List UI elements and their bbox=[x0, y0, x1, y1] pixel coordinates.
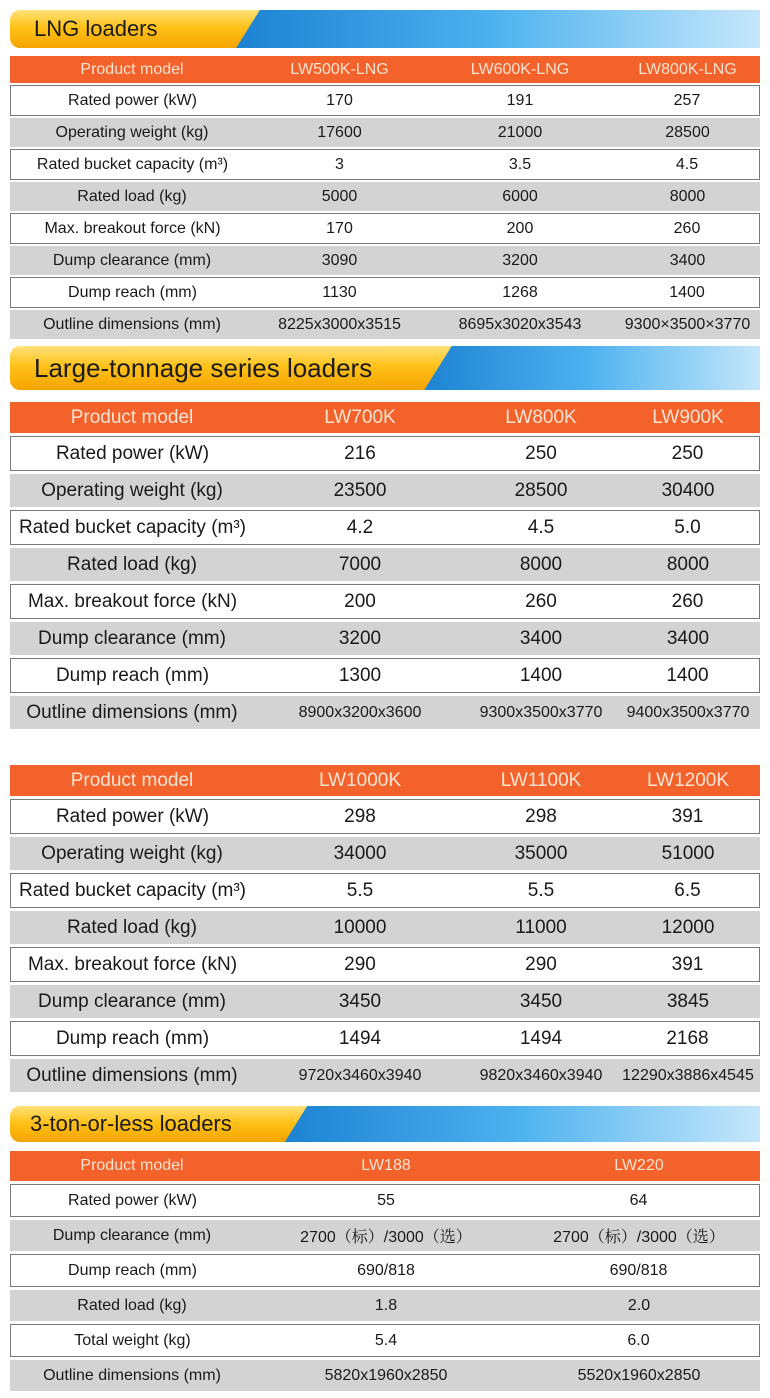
cell-value: 17600 bbox=[254, 118, 425, 147]
section-title: LNG loaders bbox=[34, 16, 158, 41]
table-row bbox=[10, 277, 760, 308]
cell-value: 8000 bbox=[615, 182, 760, 211]
table-row bbox=[10, 584, 760, 619]
table-row bbox=[10, 947, 760, 982]
cell-value: 11000 bbox=[466, 911, 616, 944]
table-header-row bbox=[10, 56, 760, 83]
row-label: Operating weight (kg) bbox=[10, 474, 254, 507]
table-header-row bbox=[10, 1151, 760, 1181]
spec-table-lng bbox=[10, 56, 760, 339]
cell-value: 6.0 bbox=[518, 1324, 760, 1357]
table-header-row bbox=[10, 402, 760, 433]
row-label: Outline dimensions (mm) bbox=[10, 310, 254, 339]
cell-value: 1.8 bbox=[254, 1290, 518, 1321]
cell-value: 3400 bbox=[466, 622, 616, 655]
row-label: Outline dimensions (mm) bbox=[10, 1360, 254, 1391]
cell-value: 9720x3460x3940 bbox=[254, 1059, 466, 1092]
cell-value: 290 bbox=[254, 947, 466, 982]
cell-value: LW600K-LNG bbox=[425, 56, 615, 83]
table-row bbox=[10, 985, 760, 1018]
cell-value: 5820x1960x2850 bbox=[254, 1360, 518, 1391]
row-label: Dump clearance (mm) bbox=[10, 622, 254, 655]
cell-value: 3090 bbox=[254, 246, 425, 275]
cell-value: 216 bbox=[254, 436, 466, 471]
cell-value: 8900x3200x3600 bbox=[254, 696, 466, 729]
cell-value: LW800K bbox=[466, 402, 616, 433]
table-header-row bbox=[10, 765, 760, 796]
cell-value: 260 bbox=[616, 584, 760, 619]
cell-value: 170 bbox=[254, 213, 425, 244]
cell-value: LW800K-LNG bbox=[615, 56, 760, 83]
row-label: Outline dimensions (mm) bbox=[10, 1059, 254, 1092]
row-label: Operating weight (kg) bbox=[10, 837, 254, 870]
cell-value: 3845 bbox=[616, 985, 760, 1018]
cell-value: 257 bbox=[615, 85, 760, 116]
table-row bbox=[10, 622, 760, 655]
row-label: Rated power (kW) bbox=[10, 436, 254, 471]
section-title: 3-ton-or-less loaders bbox=[30, 1111, 232, 1136]
cell-value: 391 bbox=[616, 799, 760, 834]
table-row bbox=[10, 658, 760, 693]
cell-value: LW500K-LNG bbox=[254, 56, 425, 83]
cell-value: 7000 bbox=[254, 548, 466, 581]
table-row bbox=[10, 1290, 760, 1321]
row-label: Max. breakout force (kN) bbox=[10, 213, 254, 244]
row-label: Product model bbox=[10, 56, 254, 83]
table-row bbox=[10, 182, 760, 211]
cell-value: 3400 bbox=[616, 622, 760, 655]
cell-value: 4.5 bbox=[466, 510, 616, 545]
table-row bbox=[10, 911, 760, 944]
cell-value: 3200 bbox=[425, 246, 615, 275]
cell-value: 23500 bbox=[254, 474, 466, 507]
row-label: Dump clearance (mm) bbox=[10, 1220, 254, 1251]
cell-value: 250 bbox=[616, 436, 760, 471]
cell-value: 35000 bbox=[466, 837, 616, 870]
table-row bbox=[10, 118, 760, 147]
row-label: Dump reach (mm) bbox=[10, 658, 254, 693]
cell-value: 290 bbox=[466, 947, 616, 982]
row-label: Rated power (kW) bbox=[10, 1184, 254, 1217]
cell-value: 3.5 bbox=[425, 149, 615, 180]
cell-value: 690/818 bbox=[254, 1254, 518, 1287]
cell-value: 5520x1960x2850 bbox=[518, 1360, 760, 1391]
table-row bbox=[10, 85, 760, 116]
table-row bbox=[10, 474, 760, 507]
cell-value: 8695x3020x3543 bbox=[425, 310, 615, 339]
cell-value: 1494 bbox=[254, 1021, 466, 1056]
cell-value: 8000 bbox=[466, 548, 616, 581]
cell-value: 28500 bbox=[615, 118, 760, 147]
cell-value: 30400 bbox=[616, 474, 760, 507]
table-body bbox=[10, 56, 760, 339]
cell-value: 2168 bbox=[616, 1021, 760, 1056]
row-label: Max. breakout force (kN) bbox=[10, 947, 254, 982]
cell-value: 4.5 bbox=[615, 149, 760, 180]
table-row bbox=[10, 799, 760, 834]
row-label: Rated load (kg) bbox=[10, 548, 254, 581]
cell-value: 21000 bbox=[425, 118, 615, 147]
table-row bbox=[10, 1254, 760, 1287]
cell-value: LW188 bbox=[254, 1151, 518, 1181]
cell-value: 191 bbox=[425, 85, 615, 116]
table-row bbox=[10, 213, 760, 244]
cell-value: 2700（标）/3000（选） bbox=[518, 1220, 760, 1251]
cell-value: 10000 bbox=[254, 911, 466, 944]
cell-value: 3450 bbox=[466, 985, 616, 1018]
table-body bbox=[10, 402, 760, 729]
cell-value: 260 bbox=[466, 584, 616, 619]
cell-value: 200 bbox=[254, 584, 466, 619]
table-row bbox=[10, 436, 760, 471]
table-row bbox=[10, 548, 760, 581]
cell-value: 1400 bbox=[466, 658, 616, 693]
table-row bbox=[10, 873, 760, 908]
table-row bbox=[10, 1059, 760, 1092]
cell-value: 5.4 bbox=[254, 1324, 518, 1357]
row-label: Dump clearance (mm) bbox=[10, 985, 254, 1018]
cell-value: 51000 bbox=[616, 837, 760, 870]
cell-value: 9300x3500x3770 bbox=[466, 696, 616, 729]
section-title: Large-tonnage series loaders bbox=[34, 352, 373, 383]
cell-value: 5.0 bbox=[616, 510, 760, 545]
row-label: Max. breakout force (kN) bbox=[10, 584, 254, 619]
cell-value: 690/818 bbox=[518, 1254, 760, 1287]
cell-value: 3200 bbox=[254, 622, 466, 655]
section-banner-lng bbox=[10, 10, 760, 48]
cell-value: 250 bbox=[466, 436, 616, 471]
table-row bbox=[10, 696, 760, 729]
cell-value: 391 bbox=[616, 947, 760, 982]
table-row bbox=[10, 1360, 760, 1391]
row-label: Rated power (kW) bbox=[10, 799, 254, 834]
cell-value: 200 bbox=[425, 213, 615, 244]
table-row bbox=[10, 510, 760, 545]
section-banner-large-tonnage bbox=[10, 346, 760, 390]
cell-value: 4.2 bbox=[254, 510, 466, 545]
cell-value: 298 bbox=[254, 799, 466, 834]
cell-value: 28500 bbox=[466, 474, 616, 507]
table-body bbox=[10, 1151, 760, 1391]
cell-value: LW900K bbox=[616, 402, 760, 433]
cell-value: 1130 bbox=[254, 277, 425, 308]
row-label: Operating weight (kg) bbox=[10, 118, 254, 147]
cell-value: 12000 bbox=[616, 911, 760, 944]
cell-value: 8000 bbox=[616, 548, 760, 581]
row-label: Rated bucket capacity (m³) bbox=[10, 510, 254, 545]
cell-value: 1400 bbox=[615, 277, 760, 308]
row-label: Rated load (kg) bbox=[10, 1290, 254, 1321]
cell-value: 12290x3886x4545 bbox=[616, 1059, 760, 1092]
table-row bbox=[10, 1184, 760, 1217]
cell-value: 170 bbox=[254, 85, 425, 116]
cell-value: 8225x3000x3515 bbox=[254, 310, 425, 339]
cell-value: 64 bbox=[518, 1184, 760, 1217]
cell-value: 34000 bbox=[254, 837, 466, 870]
row-label: Product model bbox=[10, 765, 254, 796]
cell-value: 6000 bbox=[425, 182, 615, 211]
cell-value: 1494 bbox=[466, 1021, 616, 1056]
row-label: Rated bucket capacity (m³) bbox=[10, 873, 254, 908]
row-label: Total weight (kg) bbox=[10, 1324, 254, 1357]
row-label: Rated load (kg) bbox=[10, 911, 254, 944]
table-row bbox=[10, 310, 760, 339]
cell-value: 9300×3500×3770 bbox=[615, 310, 760, 339]
cell-value: 9820x3460x3940 bbox=[466, 1059, 616, 1092]
row-label: Dump reach (mm) bbox=[10, 1021, 254, 1056]
row-label: Outline dimensions (mm) bbox=[10, 696, 254, 729]
cell-value: 3400 bbox=[615, 246, 760, 275]
row-label: Product model bbox=[10, 402, 254, 433]
row-label: Dump reach (mm) bbox=[10, 1254, 254, 1287]
table-row bbox=[10, 1021, 760, 1056]
spec-table-large-tonnage bbox=[10, 402, 760, 729]
cell-value: 3 bbox=[254, 149, 425, 180]
cell-value: LW220 bbox=[518, 1151, 760, 1181]
cell-value: 2.0 bbox=[518, 1290, 760, 1321]
cell-value: 3450 bbox=[254, 985, 466, 1018]
cell-value: 298 bbox=[466, 799, 616, 834]
table-row bbox=[10, 837, 760, 870]
cell-value: LW1100K bbox=[466, 765, 616, 796]
spec-table-small bbox=[10, 1151, 760, 1391]
cell-value: 1300 bbox=[254, 658, 466, 693]
cell-value: 9400x3500x3770 bbox=[616, 696, 760, 729]
cell-value: 6.5 bbox=[616, 873, 760, 908]
row-label: Rated power (kW) bbox=[10, 85, 254, 116]
section-banner-small bbox=[10, 1106, 760, 1142]
cell-value: 5.5 bbox=[466, 873, 616, 908]
cell-value: 1400 bbox=[616, 658, 760, 693]
spec-table-large-tonnage-2 bbox=[10, 765, 760, 1092]
row-label: Rated bucket capacity (m³) bbox=[10, 149, 254, 180]
table-row bbox=[10, 1324, 760, 1357]
cell-value: 1268 bbox=[425, 277, 615, 308]
table-row bbox=[10, 149, 760, 180]
row-label: Dump reach (mm) bbox=[10, 277, 254, 308]
cell-value: 55 bbox=[254, 1184, 518, 1217]
row-label: Rated load (kg) bbox=[10, 182, 254, 211]
table-body bbox=[10, 765, 760, 1092]
table-row bbox=[10, 1220, 760, 1251]
cell-value: LW700K bbox=[254, 402, 466, 433]
cell-value: 260 bbox=[615, 213, 760, 244]
cell-value: 5.5 bbox=[254, 873, 466, 908]
cell-value: 5000 bbox=[254, 182, 425, 211]
row-label: Dump clearance (mm) bbox=[10, 246, 254, 275]
table-row bbox=[10, 246, 760, 275]
cell-value: LW1000K bbox=[254, 765, 466, 796]
cell-value: LW1200K bbox=[616, 765, 760, 796]
row-label: Product model bbox=[10, 1151, 254, 1181]
cell-value: 2700（标）/3000（选） bbox=[254, 1220, 518, 1251]
